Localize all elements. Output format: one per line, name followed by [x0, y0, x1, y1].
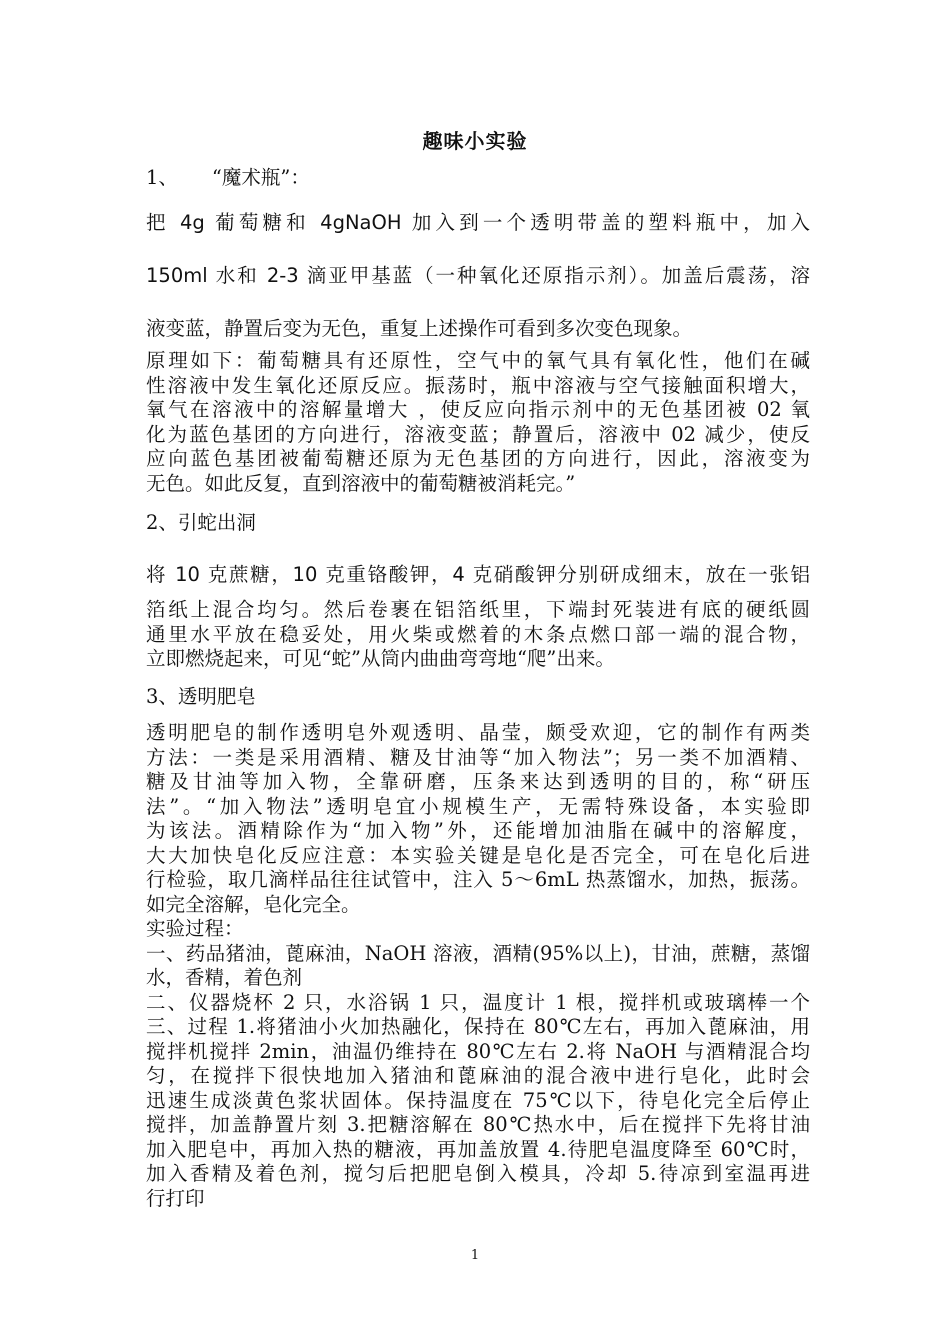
section-2-body [146, 598, 810, 672]
paragraph-line: 搅拌机搅拌 2min，油温仍维持在 80℃左右 2.将 NaOH 与酒精混合均 [146, 1039, 810, 1063]
paragraph-line: 无色。如此反复，直到溶液中的葡萄糖被消耗完。” [146, 471, 576, 495]
paragraph-line: 行检验，取几滴样品往往试管中，注入 5～6mL 热蒸馏水，加热，振荡。 [146, 868, 810, 891]
paragraph-line: 糖及甘油等加入物，全靠研磨，压条来达到透明的目的，称“研压 [146, 770, 810, 793]
section-1-principle [146, 349, 810, 496]
section-2-heading: 2、引蛇出洞 [146, 511, 256, 534]
paragraph-line: 液变蓝，静置后变为无色，重复上述操作可看到多次变色现象。 [146, 317, 693, 340]
paragraph-line: 匀，在搅拌下很快地加入猪油和蓖麻油的混合液中进行皂化，此时会 [146, 1064, 810, 1087]
paragraph-line: 加入香精及着色剂，搅匀后把肥皂倒入模具，冷却 5.待凉到室温再进 [146, 1162, 810, 1185]
paragraph-line: 方法：一类是采用酒精、糖及甘油等“加入物法”；另一类不加酒精、 [146, 745, 810, 769]
paragraph-line: 原理如下：葡萄糖具有还原性，空气中的氧气具有氧化性，他们在碱 [146, 349, 810, 372]
paragraph-line: 加入肥皂中，再加入热的糖液，再加盖放置 4.待肥皂温度降至 60℃时， [146, 1137, 810, 1161]
section-3-body [146, 721, 810, 1211]
paragraph-line: 氧气在溶液中的溶解量增大 ，使反应向指示剂中的无色基团被 02 氧 [146, 398, 810, 421]
paragraph-line: 行打印 [146, 1186, 205, 1210]
section-1-heading [146, 166, 310, 190]
section-3-heading: 3、透明肥皂 [146, 685, 256, 708]
paragraph-line: 水，香精，着色剂 [146, 966, 303, 989]
paragraph-line: 二、仪器烧杯 2 只，水浴锅 1 只，温度计 1 根，搅拌机或玻璃棒一个 [146, 990, 810, 1014]
paragraph-line: 应向蓝色基团被葡萄糖还原为无色基团的方向进行，因此，溶液变为 [146, 447, 810, 470]
paragraph-line: 三、过程 1.将猪油小火加热融化，保持在 80℃左右，再加入蓖麻油，用 [146, 1015, 810, 1038]
paragraph-line: 立即燃烧起来，可见“蛇”从筒内曲曲弯弯地“爬”出来。 [146, 647, 615, 670]
paragraph-line: 一、药品猪油，蓖麻油，NaOH 溶液，酒精(95%以上)，甘油，蔗糖，蒸馏 [146, 941, 810, 965]
document-title: 趣味小实验 [422, 129, 528, 153]
paragraph-line: 为该法。酒精除作为“加入物”外，还能增加油脂在碱中的溶解度， [146, 819, 810, 842]
paragraph-line: 将 10 克蔗糖，10 克重铬酸钾，4 克硝酸钾分别研成细末，放在一张铝 [146, 563, 810, 586]
paragraph-line: 性溶液中发生氧化还原反应。振荡时，瓶中溶液与空气接触面积增大， [146, 373, 810, 397]
section-1-title: “魔术瓶”： [211, 166, 310, 189]
section-2-first-line [146, 563, 810, 588]
section-1-number: 1、 [146, 166, 178, 189]
section-1-intro [146, 200, 810, 352]
paragraph-line: 法”。“加入物法”透明皂宜小规模生产，无需特殊设备，本实验即 [146, 794, 810, 818]
paragraph-line: 搅拌，加盖静置片刻 3.把糖溶解在 80℃热水中，后在搅拌下先将甘油 [146, 1113, 810, 1136]
paragraph-line: 通里水平放在稳妥处，用火柴或燃着的木条点燃口部一端的混合物， [146, 622, 810, 646]
paragraph-line: 迅速生成淡黄色浆状固体。保持温度在 75℃以下，待皂化完全后停止 [146, 1088, 810, 1112]
paragraph-line: 把 4g 葡萄糖和 4gNaOH 加入到一个透明带盖的塑料瓶中，加入 [146, 211, 810, 234]
paragraph-line: 透明肥皂的制作透明皂外观透明、晶莹，颇受欢迎，它的制作有两类 [146, 721, 810, 744]
page-number: 1 [470, 1248, 480, 1263]
paragraph-line: 如完全溶解，皂化完全。 [146, 892, 361, 916]
paragraph-line: 箔纸上混合均匀。然后卷裹在铝箔纸里，下端封死装进有底的硬纸圆 [146, 598, 810, 621]
paragraph-line: 大大加快皂化反应注意：本实验关键是皂化是否完全，可在皂化后进 [146, 843, 810, 867]
paragraph-line: 实验过程： [146, 917, 244, 940]
paragraph-line: 化为蓝色基团的方向进行，溶液变蓝；静置后，溶液中 02 减少，使反 [146, 422, 810, 446]
paragraph-line: 150ml 水和 2-3 滴亚甲基蓝（一种氧化还原指示剂）。加盖后震荡，溶 [146, 264, 810, 287]
